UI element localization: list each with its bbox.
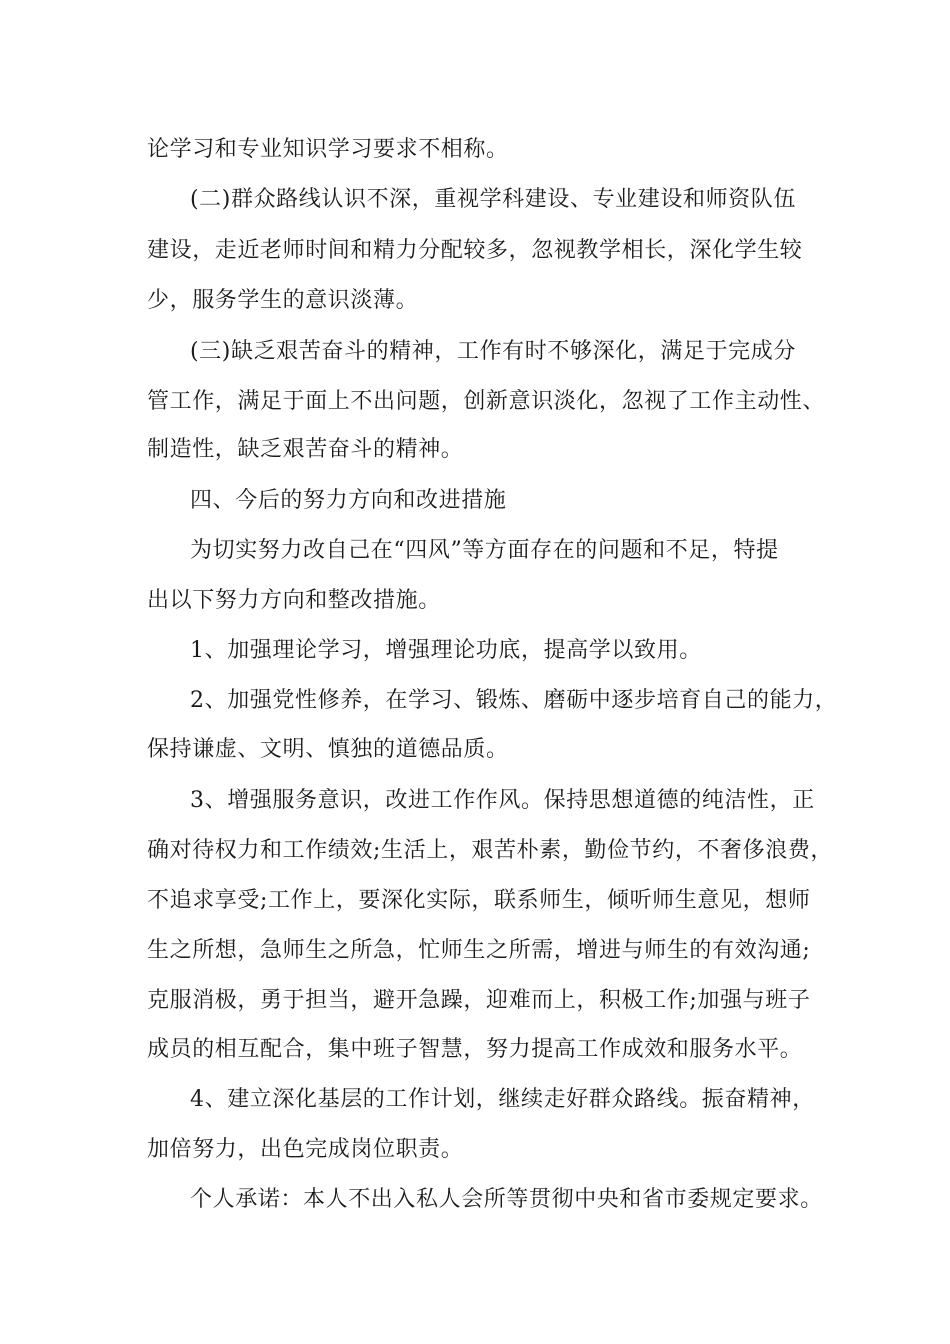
text-line: 为切实努力改自己在“四风”等方面存在的问题和不足，特提 [190, 538, 779, 563]
text-line: 确对待权力和工作绩效;生活上，艰苦朴素，勤俭节约，不奢侈浪费， [147, 838, 834, 863]
text-line: (二)群众路线认识不深，重视学科建设、专业建设和师资队伍 [190, 187, 796, 212]
text-line: 保持谦虚、文明、慎独的道德品质。 [147, 737, 509, 762]
text-line: 制造性，缺乏艰苦奋斗的精神。 [147, 437, 464, 462]
list-item: 3、增强服务意识，改进工作作风。保持思想道德的纯洁性，正 [190, 788, 815, 813]
text-line: 加倍努力，出色完成岗位职责。 [147, 1137, 464, 1162]
list-item: 4、建立深化基层的工作计划，继续走好群众路线。振奋精神， [190, 1087, 815, 1112]
text-line: 成员的相互配合，集中班子智慧，努力提高工作成效和服务水平。 [147, 1037, 803, 1062]
text-line: (三)缺乏艰苦奋斗的精神，工作有时不够深化，满足于完成分 [190, 339, 796, 364]
text-line: 克服消极，勇于担当，避开急躁，迎难而上，积极工作;加强与班子 [147, 988, 811, 1013]
text-line: 论学习和专业知识学习要求不相称。 [147, 137, 509, 162]
text-line: 管工作，满足于面上不出问题，创新意识淡化，忽视了工作主动性、 [147, 389, 826, 414]
section-heading: 四、今后的努力方向和改进措施 [190, 488, 507, 513]
text-line: 出以下努力方向和整改措施。 [147, 588, 441, 613]
text-line: 生之所想，急师生之所急，忙师生之所需，增进与师生的有效沟通; [147, 938, 811, 963]
text-line: 少，服务学生的意识淡薄。 [147, 288, 419, 313]
personal-commitment: 个人承诺：本人不出入私人会所等贯彻中央和省市委规定要求。 [190, 1187, 823, 1212]
list-item: 2、加强党性修养，在学习、锻炼、磨砺中逐步培育自己的能力， [190, 688, 838, 713]
text-line: 不追求享受;工作上，要深化实际，联系师生，倾听师生意见，想师 [147, 888, 811, 913]
list-item: 1、加强理论学习，增强理论功底，提高学以致用。 [190, 638, 702, 663]
text-line: 建设，走近老师时间和精力分配较多，忽视教学相长，深化学生较 [147, 238, 803, 263]
